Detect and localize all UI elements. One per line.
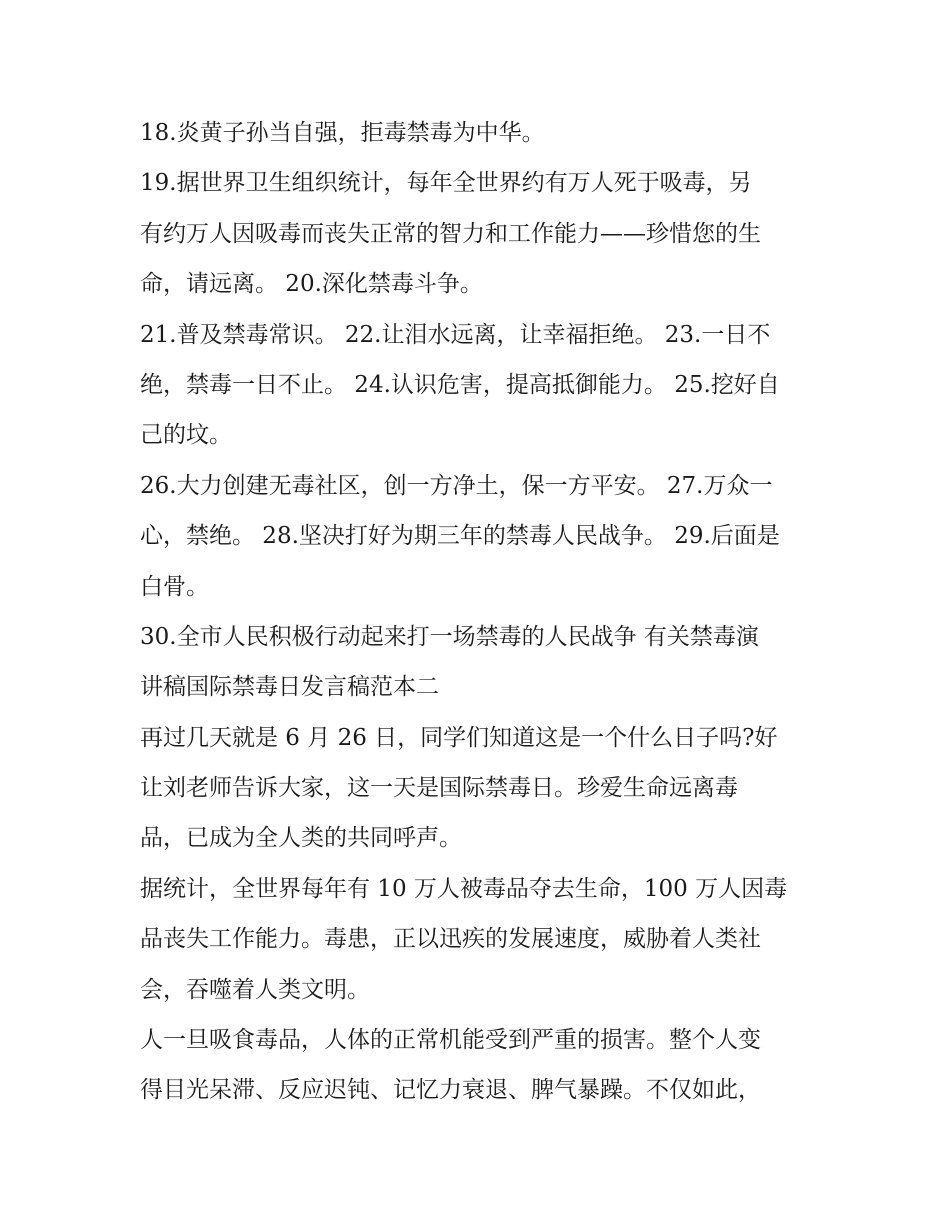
text-line: 再过几天就是 6 月 26 日，同学们知道这是一个什么日子吗?好 — [140, 724, 778, 751]
text-line: 品，已成为全人类的共同呼声。 — [140, 825, 462, 852]
text-line: 21.普及禁毒常识。 22.让泪水远离，让幸福拒绝。 23.一日不 — [140, 321, 771, 348]
paragraph-19-20 — [140, 158, 820, 309]
paragraph-harm — [140, 1015, 820, 1116]
paragraph-18 — [140, 108, 820, 158]
text-line: 人一旦吸食毒品，人体的正常机能受到严重的损害。整个人变 — [140, 1027, 761, 1054]
paragraph-intro — [140, 713, 820, 864]
text-line: 品丧失工作能力。毒患，正以迅疾的发展速度，威胁着人类社 — [140, 926, 761, 953]
paragraph-26-29 — [140, 461, 820, 612]
text-line: 绝，禁毒一日不止。 24.认识危害，提高抵御能力。 25.挖好自 — [140, 371, 780, 398]
text-line: 18.炎黄子孙当自强，拒毒禁毒为中华。 — [140, 120, 545, 146]
paragraph-30-heading — [140, 612, 820, 713]
paragraph-21-25 — [140, 310, 820, 461]
text-line: 26.大力创建无毒社区，创一方净土，保一方平安。 27.万众一 — [140, 472, 773, 499]
text-line: 让刘老师告诉大家，这一天是国际禁毒日。珍爱生命远离毒 — [140, 775, 738, 802]
text-line: 据统计，全世界每年有 10 万人被毒品夺去生命，100 万人因毒 — [140, 875, 788, 902]
text-line: 30.全市人民积极行动起来打一场禁毒的人民战争 有关禁毒演 — [140, 623, 759, 650]
text-line: 19.据世界卫生组织统计，每年全世界约有万人死于吸毒，另 — [140, 170, 752, 197]
text-line: 会，吞噬着人类文明。 — [140, 976, 370, 1003]
text-line: 有约万人因吸毒而丧失正常的智力和工作能力——珍惜您的生 — [140, 220, 761, 247]
paragraph-statistics — [140, 864, 820, 1015]
text-line: 讲稿国际禁毒日发言稿范本二 — [140, 674, 439, 701]
text-line: 得目光呆滞、反应迟钝、记忆力衰退、脾气暴躁。不仅如此， — [140, 1077, 761, 1104]
text-line: 白骨。 — [140, 573, 209, 600]
text-line: 命，请远离。 20.深化禁毒斗争。 — [140, 271, 483, 298]
text-line: 己的坟。 — [140, 422, 232, 449]
text-line: 心，禁绝。 28.坚决打好为期三年的禁毒人民战争。 29.后面是 — [140, 523, 780, 550]
document-body — [140, 108, 820, 1116]
